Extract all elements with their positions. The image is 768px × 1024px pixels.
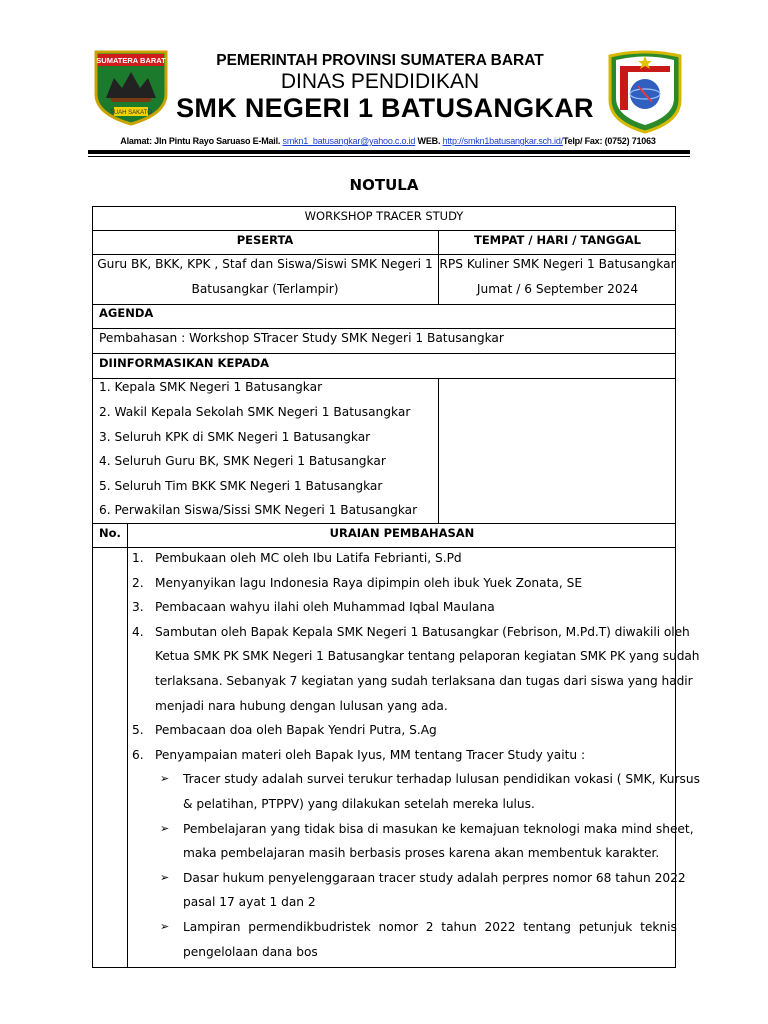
sub-bullet-line: Lampiran permendikbudristek nomor 2 tahun 2022 tentang petunjuk teknis bbox=[183, 919, 677, 934]
smk-school-emblem bbox=[606, 50, 684, 134]
svg-text:TUAH SAKATO: TUAH SAKATO bbox=[110, 110, 152, 116]
arrow-bullet-icon: ➢ bbox=[160, 919, 170, 933]
item-text: menjadi nara hubung dengan lulusan yang ada. bbox=[155, 698, 448, 713]
sub-bullet-item bbox=[128, 767, 700, 816]
tempat-header: TEMPAT / HARI / TANGGAL bbox=[473, 233, 642, 247]
table-heading: WORKSHOP TRACER STUDY bbox=[304, 209, 464, 223]
discussion-item bbox=[128, 546, 674, 571]
item-text: Menyanyikan lagu Indonesia Raya dipimpin oleh ibuk Yuek Zonata, SE bbox=[155, 575, 583, 590]
discussion-item bbox=[128, 743, 674, 768]
agenda-text: Pembahasan : Workshop STracer Study SMK Negeri 1 Batusangkar bbox=[99, 331, 504, 345]
item-text: Ketua SMK PK SMK Negeri 1 Batusangkar tentang pelaporan kegiatan SMK PK yang sudah bbox=[155, 649, 700, 664]
discussion-item bbox=[128, 595, 674, 620]
item-text: terlaksana. Sebanyak 7 kegiatan yang sudah terlaksana dan tugas dari siswa yang hadir bbox=[155, 673, 693, 688]
item-number: 6. bbox=[132, 747, 144, 762]
address-prefix: Alamat: Jln Pintu Rayo Saruaso E-Mail. bbox=[120, 136, 281, 146]
sub-bullet-item bbox=[128, 915, 677, 964]
sub-bullet-text bbox=[183, 915, 677, 964]
sub-bullet-line: & pelatihan, PTPPV) yang dilakukan setelah mereka lulus. bbox=[183, 796, 535, 811]
item-number: 4. bbox=[132, 624, 144, 639]
peserta-line-2: Batusangkar (Terlampir) bbox=[191, 282, 339, 296]
tempat-line-2: Jumat / 6 September 2024 bbox=[476, 282, 639, 296]
item-number: 1. bbox=[132, 551, 144, 565]
item-number: 5. bbox=[132, 723, 144, 738]
west-sumatra-emblem bbox=[92, 50, 170, 126]
item-text: Penyampaian materi oleh Bapak Iyus, MM tentang Tracer Study yaitu : bbox=[155, 747, 586, 762]
arrow-bullet-icon: ➢ bbox=[160, 772, 170, 786]
item-text: Sambutan oleh Bapak Kepala SMK Negeri 1 Batusangkar (Febrison, M.Pd.T) diwakili oleh bbox=[155, 624, 690, 639]
sub-bullet-text bbox=[183, 767, 700, 816]
agenda-label: AGENDA bbox=[99, 306, 154, 320]
sub-bullet-line: maka pembelajaran masih berbasis proses karena akan membentuk karakter. bbox=[183, 846, 660, 861]
web-label: WEB. bbox=[417, 136, 441, 146]
item-number: 2. bbox=[132, 575, 144, 590]
phone-fax: Telp/ Fax: (0752) 71063 bbox=[562, 136, 656, 146]
sub-bullet-line: pasal 17 ayat 1 dan 2 bbox=[183, 895, 316, 910]
table-divider bbox=[438, 378, 439, 524]
document-title: NOTULA bbox=[349, 176, 419, 194]
item-text-block bbox=[155, 620, 700, 718]
email-link[interactable]: smkn1_batusangkar@yahoo.c.o.id bbox=[282, 136, 416, 146]
item-number: 3. bbox=[132, 600, 144, 615]
letterhead-department: DINAS PENDIDIKAN bbox=[280, 70, 480, 93]
no-header: No. bbox=[99, 526, 121, 540]
letterhead-government: PEMERINTAH PROVINSI SUMATERA BARAT bbox=[216, 52, 544, 69]
informed-item: 3. Seluruh KPK di SMK Negeri 1 Batusangkar bbox=[99, 430, 371, 444]
sub-bullet-text bbox=[183, 866, 686, 915]
informed-item: 6. Perwakilan Siswa/Sissi SMK Negeri 1 Batusangkar bbox=[99, 503, 418, 517]
letterhead-school-name: SMK NEGERI 1 BATUSANGKAR bbox=[176, 93, 594, 123]
uraian-header: URAIAN PEMBAHASAN bbox=[329, 526, 475, 540]
sub-bullet-line: Pembelajaran yang tidak bisa di masukan ke kemajuan teknologi maka mind sheet, bbox=[183, 821, 694, 836]
sub-bullet-line: pengelolaan dana bos bbox=[183, 944, 318, 959]
discussion-item bbox=[128, 620, 700, 718]
letterhead-rule-thick bbox=[88, 150, 690, 154]
arrow-bullet-icon: ➢ bbox=[160, 870, 170, 884]
informed-item: 2. Wakil Kepala Sekolah SMK Negeri 1 Batusangkar bbox=[99, 405, 411, 419]
discussion-item bbox=[128, 718, 674, 743]
svg-text:SUMATERA BARAT: SUMATERA BARAT bbox=[96, 56, 166, 65]
table-rule bbox=[92, 304, 676, 305]
peserta-header: PESERTA bbox=[236, 233, 294, 247]
informed-label: DIINFORMASIKAN KEPADA bbox=[99, 356, 270, 370]
website-link[interactable]: http://smkn1batusangkar.sch.id/ bbox=[442, 136, 563, 146]
sub-bullet-item bbox=[128, 866, 686, 915]
tempat-line-1: RPS Kuliner SMK Negeri 1 Batusangkar bbox=[439, 257, 676, 271]
informed-item: 4. Seluruh Guru BK, SMK Negeri 1 Batusangkar bbox=[99, 454, 386, 468]
sub-bullet-text bbox=[183, 817, 694, 866]
item-text: Pembukaan oleh MC oleh Ibu Latifa Febrianti, S.Pd bbox=[155, 551, 462, 565]
peserta-line-1: Guru BK, BKK, KPK , Staf dan Siswa/Siswi SMK Negeri 1 bbox=[97, 257, 433, 271]
letterhead-rule-thin bbox=[88, 156, 690, 157]
letterhead-address bbox=[88, 136, 688, 146]
sub-bullet-line: Dasar hukum penyelenggaraan tracer study adalah perpres nomor 68 tahun 2022 bbox=[183, 870, 686, 885]
sub-bullet-item bbox=[128, 817, 694, 866]
informed-item: 5. Seluruh Tim BKK SMK Negeri 1 Batusangkar bbox=[99, 479, 383, 493]
discussion-list bbox=[128, 546, 700, 964]
discussion-item bbox=[128, 571, 674, 596]
item-text: Pembacaan wahyu ilahi oleh Muhammad Iqbal Maulana bbox=[155, 600, 495, 615]
item-text: Pembacaan doa oleh Bapak Yendri Putra, S.Ag bbox=[155, 723, 437, 738]
informed-item: 1. Kepala SMK Negeri 1 Batusangkar bbox=[99, 380, 323, 394]
sub-bullet-line: Tracer study adalah survei terukur terhadap lulusan pendidikan vokasi ( SMK, Kursus bbox=[183, 772, 700, 787]
arrow-bullet-icon: ➢ bbox=[160, 821, 170, 835]
